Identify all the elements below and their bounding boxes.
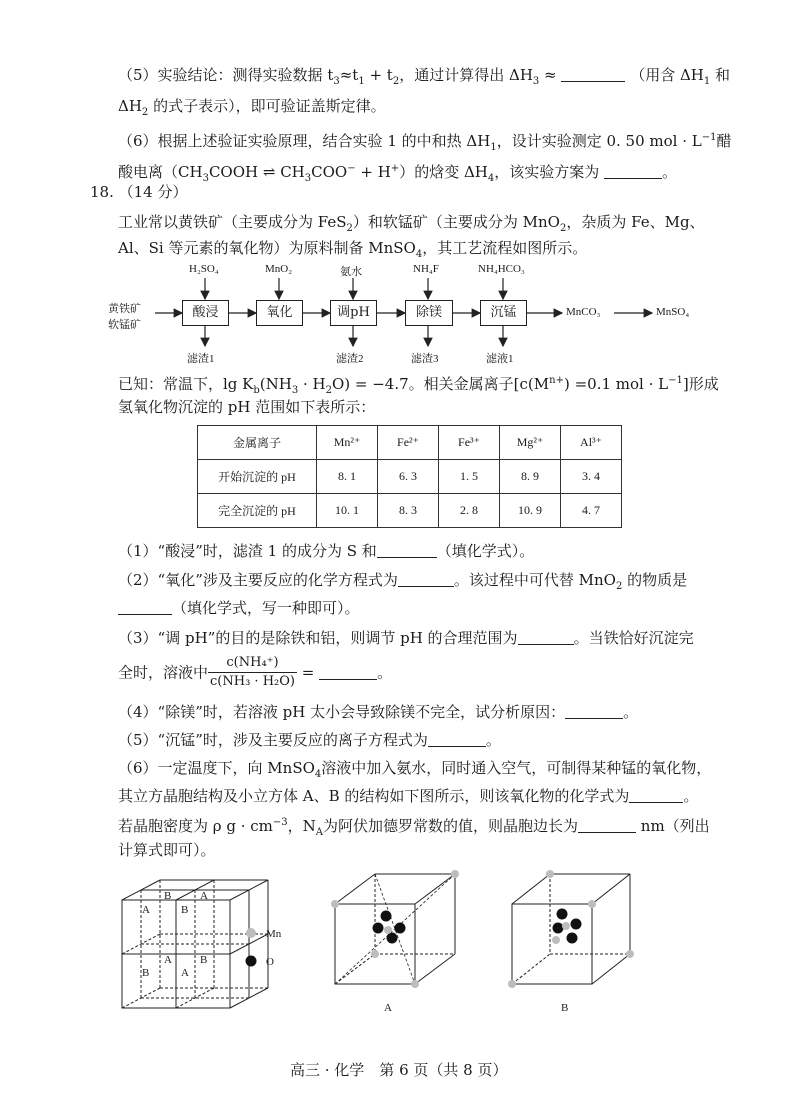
reagent-ammonia: 氨水: [340, 266, 362, 278]
mn-atom: [546, 870, 554, 878]
answer-blank[interactable]: [428, 732, 486, 747]
q18-part6-line4: 计算式即可）。: [118, 841, 216, 859]
table-cell: 8. 3: [378, 494, 439, 528]
table-cell: 1. 5: [439, 460, 500, 494]
table-cell: 10. 1: [317, 494, 378, 528]
small-cube-b: [512, 874, 630, 984]
table-cell: 10. 9: [500, 494, 561, 528]
step-acid-leach: 酸浸: [182, 300, 229, 326]
mn-legend-dot: [246, 928, 256, 938]
table-header-cell: Mg²⁺: [500, 426, 561, 460]
answer-blank[interactable]: [377, 543, 437, 558]
precipitation-ph-table: [197, 425, 622, 528]
answer-blank[interactable]: [629, 788, 683, 803]
q18-part6-line3: 若晶胞密度为 ρ $g \cdot cm^{-3}$，$N_A$为阿伏加德罗常数的值，则晶胞边长为 nm（列出: [118, 817, 710, 838]
q18-part4: （4）“除镁”时，若溶液 pH 太小会导致除镁不完全，试分析原因： 。: [118, 703, 639, 721]
step-adjust-ph: 调pH: [330, 300, 377, 326]
q18-intro-line2: Al、Si 等元素的氧化物）为原料制备 MnSO$_4$，其工艺流程如图所示。: [118, 239, 588, 260]
table-row: [198, 494, 622, 528]
product-mnso4: MnSO₄: [656, 306, 690, 318]
table-cell: 4. 7: [561, 494, 622, 528]
known-line1: 已知：常温下，$\lg K_b(NH_3 \cdot H_2O) = -4.7$。相关金属离子[$c(M^{n+}) =0.1$ mol · $L^{-1}$]形成: [118, 375, 719, 396]
cube-label: A: [200, 890, 208, 902]
raw-material-2: 软锰矿: [108, 319, 141, 331]
q18-part2-line2: （填化学式，写一种即可）。: [118, 598, 360, 618]
answer-blank[interactable]: [319, 665, 377, 680]
cube-label: B: [181, 904, 189, 916]
q18-intro-line1: 工业常以黄铁矿（主要成分为 FeS$_2$）和软锰矿（主要成分为 MnO$_2$，杂质为 Fe、Mg、: [118, 213, 705, 234]
table-cell: 8. 1: [317, 460, 378, 494]
o-atom: [557, 909, 568, 920]
mn-atom: [411, 980, 419, 988]
mn-atom: [384, 926, 392, 934]
q17-part5-line2: $\Delta H_2$ 的式子表示），即可验证盖斯定律。: [118, 97, 386, 118]
answer-blank[interactable]: [118, 600, 172, 615]
q18-part6-line1: （6）一定温度下，向 MnSO$_4$溶液中加入氨水，同时通入空气，可制得某种锰的氧化物，: [118, 759, 712, 780]
residue-2: 滤渣2: [336, 353, 364, 365]
table-header-cell: Al³⁺: [561, 426, 622, 460]
cube-label: A: [181, 967, 189, 979]
q18-part3-line1: （3）“调 pH”的目的是除铁和铝，则调节 pH 的合理范围为 。当铁恰好沉淀完: [118, 629, 694, 647]
cube-label: B: [164, 890, 172, 902]
table-header-row: [198, 426, 622, 460]
answer-blank[interactable]: [518, 630, 574, 645]
q17-part6-line2: 酸电离（$CH_3COOH$ ⇌ $CH_3COO^- + H^+$）的焓变 $\Delta H_4$，该实验方案为 。: [118, 163, 678, 184]
concentration-ratio: $\frac{\text{c(NH₄⁺)}}{\text{c(NH₃ · H₂O)}}$: [210, 655, 295, 689]
q18-header: 18. （14 分）: [90, 183, 188, 201]
step-remove-mg: 除镁: [405, 300, 453, 326]
answer-blank[interactable]: [565, 704, 623, 719]
answer-blank[interactable]: [561, 67, 625, 82]
table-cell: 完全沉淀的 pH: [198, 494, 317, 528]
step-oxidize: 氧化: [256, 300, 303, 326]
table-cell: 3. 4: [561, 460, 622, 494]
table-header-cell: 金属离子: [198, 426, 317, 460]
answer-blank[interactable]: [578, 818, 636, 833]
cube-label: B: [200, 954, 208, 966]
mn-atom: [451, 870, 459, 878]
mn-atom: [331, 900, 339, 908]
caption-b: B: [561, 1002, 569, 1014]
mn-atom: [552, 936, 560, 944]
q17-part5-line1: （5）实验结论：测得实验数据 $t_3\approx t_1 + t_2$，通过计算得出 $\Delta H_3$ ≈ （用含 $\Delta H_1$ 和: [118, 66, 731, 87]
table-cell: 8. 9: [500, 460, 561, 494]
q17-part6-line1: （6）根据上述验证实验原理，结合实验 1 的中和热 $\Delta H_1$，设计实验测定 0. 50 mol · $L^{-1}$醋: [118, 132, 732, 153]
answer-blank[interactable]: [604, 164, 662, 179]
filtrate-1: 滤液1: [486, 353, 514, 365]
q18-part5: （5）“沉锰”时，涉及主要反应的离子方程式为 。: [118, 731, 501, 749]
q18-part1: （1）“酸浸”时，滤渣 1 的成分为 S 和 （填化学式）。: [118, 542, 535, 560]
reagent-mno2: MnO₂: [265, 263, 293, 275]
mn-atom: [562, 922, 570, 930]
mn-atom: [626, 950, 634, 958]
step-precipitate-mn: 沉锰: [480, 300, 527, 326]
unit-cell-cube: [122, 880, 268, 1008]
mn-atom: [588, 900, 596, 908]
page-footer: 高三 · 化学 第 6 页（共 8 页）: [290, 1061, 508, 1079]
reagent-nh4f: NH₄F: [413, 263, 439, 275]
o-atom: [567, 933, 578, 944]
cube-label: A: [164, 954, 172, 966]
residue-1: 滤渣1: [187, 353, 215, 365]
o-legend-dot: [246, 956, 257, 967]
q18-part6-line2: 其立方晶胞结构及小立方体 A、B 的结构如下图所示，则该氧化物的化学式为 。: [118, 787, 699, 805]
o-atom: [553, 923, 564, 934]
crystal-structure-figure: [0, 866, 800, 1026]
reagent-h2so4: H₂SO₄: [189, 263, 219, 275]
table-header-cell: Fe³⁺: [439, 426, 500, 460]
product-mnco3: MnCO₃: [566, 306, 601, 318]
q18-part2-line1: （2）“氧化”涉及主要反应的化学方程式为 。该过程中可代替 MnO$_2$ 的物质是: [118, 571, 688, 592]
o-atom: [387, 933, 398, 944]
known-line2: 氢氧化物沉淀的 pH 范围如下表所示：: [118, 398, 376, 416]
o-atom: [381, 911, 392, 922]
residue-3: 滤渣3: [411, 353, 439, 365]
caption-a: A: [384, 1002, 392, 1014]
table-header-cell: Fe²⁺: [378, 426, 439, 460]
table-row: [198, 460, 622, 494]
table-cell: 2. 8: [439, 494, 500, 528]
cube-label: B: [142, 967, 150, 979]
o-atom: [571, 919, 582, 930]
o-atom: [373, 923, 384, 934]
legend-mn-label: Mn: [266, 928, 282, 940]
legend-o-label: O: [266, 956, 274, 968]
mn-atom: [508, 980, 516, 988]
raw-material-1: 黄铁矿: [108, 303, 141, 315]
cube-b-atoms: [508, 870, 634, 988]
q18-part3-line2: 全时，溶液中 $\frac{\text{c(NH₄⁺)}}{\text{c(NH₃ · H₂O)}}$ = 。: [118, 655, 393, 689]
table-cell: 开始沉淀的 pH: [198, 460, 317, 494]
table-cell: 6. 3: [378, 460, 439, 494]
o-atom: [395, 923, 406, 934]
table-header-cell: Mn²⁺: [317, 426, 378, 460]
mn-atom: [371, 950, 379, 958]
answer-blank[interactable]: [398, 572, 454, 587]
cube-label: A: [142, 904, 150, 916]
reagent-nh4hco3: NH₄HCO₃: [478, 263, 525, 275]
